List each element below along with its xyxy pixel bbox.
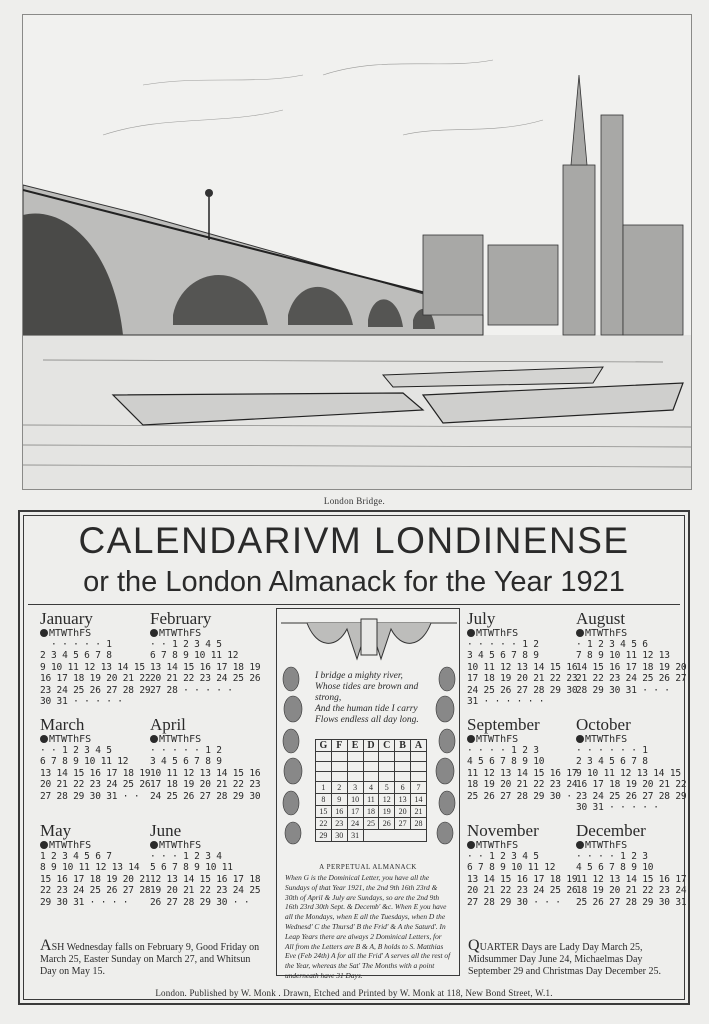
week-row: · · · · 1 2 3 <box>467 745 539 756</box>
perpetual-almanack-title: A PERPETUAL ALMANACK <box>319 863 417 871</box>
month-july <box>467 609 578 708</box>
note-ash-wednesday: ASH Wednesday falls on February 9, Good Friday on March 25, Easter Sunday on March 27, and Whitsun Day on May 15. <box>40 937 260 977</box>
week-row: 2 3 4 5 6 7 8 <box>40 650 112 662</box>
week-row: 18 19 20 21 22 23 24 <box>467 779 578 791</box>
week-row: 16 17 18 19 20 21 22 <box>576 779 687 791</box>
month-january <box>40 609 151 708</box>
week-row: 13 14 15 16 17 18 19 <box>467 873 578 885</box>
week-row: 12 13 14 15 16 17 18 <box>150 873 261 885</box>
almanack-frame <box>18 510 690 1005</box>
week-row: 2 3 4 5 6 7 8 <box>576 756 648 768</box>
week-row: 23 24 25 26 27 28 29 <box>40 684 151 696</box>
week-row: · · · · · 1 <box>40 639 112 650</box>
week-row: 13 14 15 16 17 18 19 <box>40 767 151 779</box>
etching-drawing <box>23 15 691 489</box>
almanack-title: CALENDARIVM LONDINENSE <box>78 520 630 561</box>
week-row: · 1 2 3 4 5 6 <box>576 639 648 650</box>
month-march <box>40 715 151 802</box>
month-december <box>576 821 687 908</box>
weekday-header: MTWThFS <box>150 840 254 851</box>
sunday-dot-icon <box>150 735 158 743</box>
week-row: · · 1 2 3 4 5 <box>467 851 539 862</box>
month-name: November <box>467 821 539 840</box>
week-row: 9 10 11 12 13 14 15 <box>576 767 681 779</box>
month-june <box>150 821 261 908</box>
week-row: 26 27 28 29 30 · · <box>150 896 250 908</box>
week-row: 30 31 · · · · · <box>40 696 123 708</box>
week-row: 27 28 29 30 · · · <box>467 896 561 908</box>
month-name: February <box>150 609 212 628</box>
week-row: 20 21 22 23 24 25 26 <box>40 779 151 791</box>
sunday-dot-icon <box>576 629 584 637</box>
sunday-dot-icon <box>150 629 158 637</box>
month-september <box>467 715 578 802</box>
month-february <box>150 609 261 696</box>
month-name: July <box>467 609 496 628</box>
month-name: May <box>40 821 72 840</box>
month-october <box>576 715 687 814</box>
sunday-dot-icon <box>576 841 584 849</box>
weekday-header: MTWThFS <box>40 840 144 851</box>
week-row: · · · 1 2 3 4 <box>150 851 222 862</box>
weekday-header: MTWThFS <box>467 628 571 639</box>
week-row: 3 4 5 6 7 8 9 <box>150 756 222 768</box>
week-row: 10 11 12 13 14 15 16 <box>150 767 261 779</box>
week-row: 29 30 31 · · · · <box>40 896 129 908</box>
month-name: April <box>150 715 186 734</box>
dominical-letter-grid: G F E D C B A 1 2 3 4 5 6 7 8 9 10 11 12 13 14 15 16 17 18 19 20 21 22 23 24 25 26 27 28 29 30 31 <box>315 739 427 842</box>
week-row: 11 12 13 14 15 16 17 <box>576 873 687 885</box>
month-name: October <box>576 715 631 734</box>
month-august <box>576 609 687 696</box>
etching-caption: London Bridge. <box>323 496 386 506</box>
weekday-header: MTWThFS <box>150 734 254 745</box>
week-row: 13 14 15 16 17 18 19 <box>150 661 261 673</box>
week-row: 6 7 8 9 10 11 12 <box>467 862 556 874</box>
almanack-subtitle: or the London Almanack for the Year 1921 <box>83 566 625 598</box>
sunday-dot-icon <box>467 629 475 637</box>
sunday-dot-icon <box>150 841 158 849</box>
week-row: 6 7 8 9 10 11 12 <box>150 650 239 662</box>
week-row: 8 9 10 11 12 13 14 <box>40 862 140 874</box>
week-row: 27 28 29 30 31 · · <box>40 790 140 802</box>
month-name: June <box>150 821 182 840</box>
week-row: 14 15 16 17 18 19 20 <box>576 661 687 673</box>
week-row: 16 17 18 19 20 21 22 <box>40 673 151 685</box>
week-row: 1 2 3 4 5 6 7 <box>40 851 112 862</box>
week-row: · · 1 2 3 4 5 <box>150 639 222 650</box>
week-row: 28 29 30 31 · · · <box>576 684 670 696</box>
week-row: 25 26 27 28 29 30 31 <box>576 896 687 908</box>
week-row: 17 18 19 20 21 22 23 <box>467 673 578 685</box>
month-name: September <box>467 715 540 734</box>
sunday-dot-icon <box>40 735 48 743</box>
week-row: 4 5 6 7 8 9 10 <box>467 756 545 768</box>
month-name: March <box>40 715 85 734</box>
week-row: 30 31 · · · · · <box>576 802 659 814</box>
week-row: 21 22 23 24 25 26 27 <box>576 673 687 685</box>
weekday-header: MTWThFS <box>40 734 144 745</box>
london-bridge-etching <box>22 14 692 490</box>
week-row: 24 25 26 27 28 29 30 <box>150 790 261 802</box>
month-name: December <box>576 821 646 840</box>
week-row: · · · · 1 2 3 <box>576 851 648 862</box>
week-row: 15 16 17 18 19 20 21 <box>40 873 151 885</box>
title-rule <box>28 604 680 605</box>
weekday-header: MTWThFS <box>150 628 254 639</box>
note-quarter-days: QUARTER Days are Lady Day March 25, Midsummer Day June 24, Michaelmas Day September 29 and Christmas Day December 25. <box>468 937 662 977</box>
week-row: · · · · · 1 2 <box>150 745 222 756</box>
weekday-header: MTWThFS <box>576 628 680 639</box>
week-row: 10 11 12 13 14 15 16 <box>467 661 578 673</box>
week-row: 23 24 25 26 27 28 29 <box>576 790 687 802</box>
week-row: 31 · · · · · · <box>467 696 545 708</box>
week-row: 19 20 21 22 23 24 25 <box>150 885 261 897</box>
weekday-header: MTWThFS <box>576 734 680 745</box>
month-november <box>467 821 578 908</box>
week-row: · · 1 2 3 4 5 <box>40 745 112 756</box>
week-row: 9 10 11 12 13 14 15 <box>40 661 145 673</box>
week-row: 22 23 24 25 26 27 28 <box>40 885 151 897</box>
week-row: 3 4 5 6 7 8 9 <box>467 650 539 662</box>
week-row: 5 6 7 8 9 10 11 <box>150 862 233 874</box>
week-row: 24 25 26 27 28 29 30 <box>467 684 578 696</box>
week-row: · · · · · 1 2 <box>467 639 539 650</box>
week-row: 27 28 · · · · · <box>150 684 233 696</box>
sunday-dot-icon <box>40 629 48 637</box>
week-row: 25 26 27 28 29 30 · <box>467 790 572 802</box>
weekday-header: MTWThFS <box>467 734 571 745</box>
week-row: 20 21 22 23 24 25 26 <box>467 885 578 897</box>
weekday-header: MTWThFS <box>467 840 571 851</box>
perpetual-almanack-text: When G is the Dominical Letter, you have all the Sundays of that Year 1921, the 2nd 9th 16th 23rd & 30th of April & July are Sundays, so are the 2nd 9th 16th 23rd 30th Sept. & Decemb' &c. When E you have all the Mondays, when E all the Tuesdays, when D the Wednesd' C the Thursd' B the Frid' & A the Saturd'. In Leap Years there are always 2 Dominical Letters, for All from the Letters are B & A, B holds to S. Matthias Eve (Feb 24th) A for all the Frid' A serves all the rest of the Year, whereas the Sat' The Months with a point underneath have 31 Days. <box>285 873 451 980</box>
week-row: 7 8 9 10 11 12 13 <box>576 650 670 662</box>
month-may <box>40 821 151 908</box>
week-row: 4 5 6 7 8 9 10 <box>576 862 654 874</box>
week-row: 18 19 20 21 22 23 24 <box>576 885 687 897</box>
poem: I bridge a mighty river, Whose tides are brown and strong, And the human tide I carry Flows endless all day long. <box>315 671 419 725</box>
publisher-footer: London. Published by W. Monk . Drawn, Etched and Printed by W. Monk at 118, New Bond Street, W.1. <box>155 988 553 998</box>
month-name: January <box>40 609 93 628</box>
week-row: · · · · · · 1 <box>576 745 648 756</box>
month-april <box>150 715 261 802</box>
week-row: 17 18 19 20 21 22 23 <box>150 779 261 791</box>
sunday-dot-icon <box>467 841 475 849</box>
weekday-header: MTWThFS <box>576 840 680 851</box>
month-name: August <box>576 609 626 628</box>
weekday-header: MTWThFS <box>40 628 144 639</box>
sunday-dot-icon <box>576 735 584 743</box>
week-row: 6 7 8 9 10 11 12 <box>40 756 129 768</box>
sunday-dot-icon <box>40 841 48 849</box>
perpetual-almanack-panel <box>276 608 460 980</box>
sunday-dot-icon <box>467 735 475 743</box>
week-row: 11 12 13 14 15 16 17 <box>467 767 578 779</box>
week-row: 20 21 22 23 24 25 26 <box>150 673 261 685</box>
